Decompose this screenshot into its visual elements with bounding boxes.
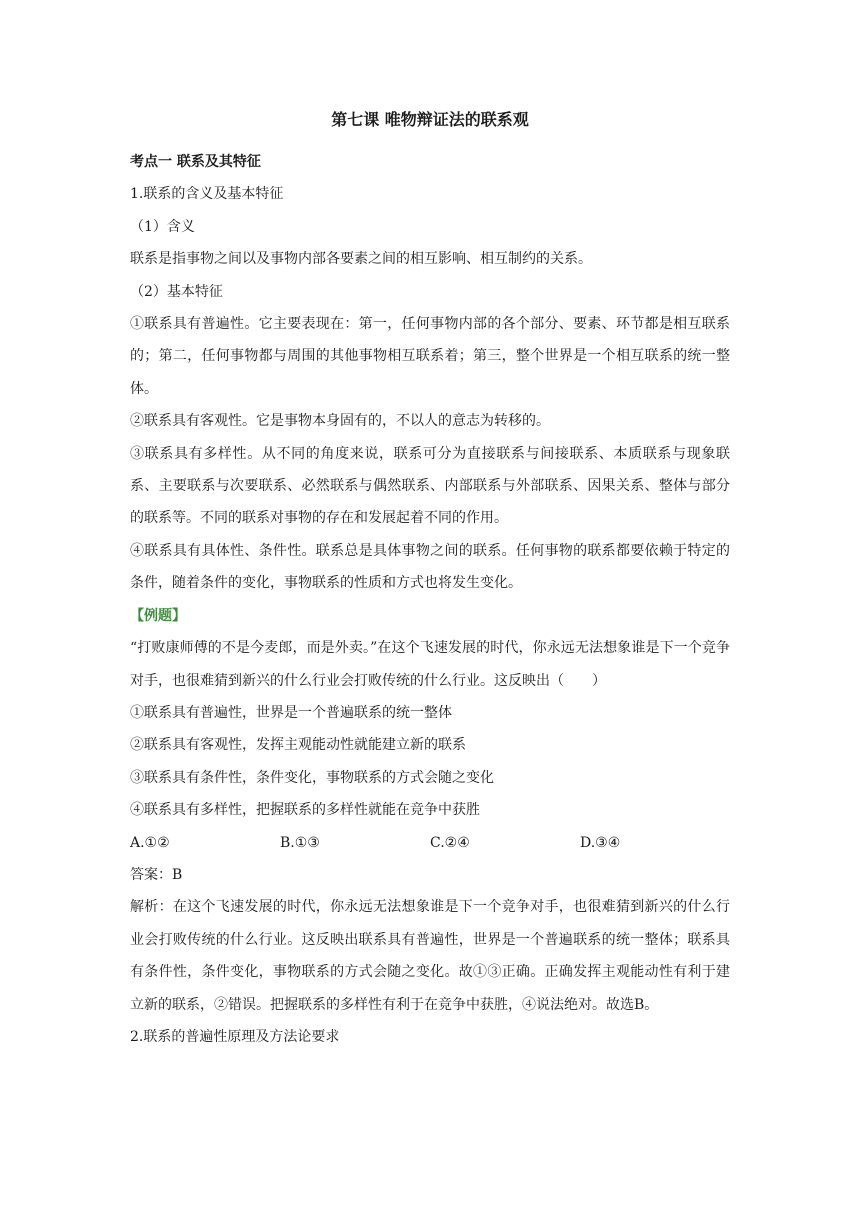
feature-universality: ①联系具有普遍性。它主要表现在：第一，任何事物内部的各个部分、要素、环节都是相互联系的；第二，任何事物都与周围的其他事物相互联系着；第三，整个世界是一个相互联系的统一整体。 <box>130 316 730 397</box>
definition-text: 联系是指事物之间以及事物内部各要素之间的相互影响、相互制约的关系。 <box>130 251 592 268</box>
statement-3: ③联系具有条件性，条件变化，事物联系的方式会随之变化 <box>130 769 494 786</box>
analysis-text: 解析：在这个飞速发展的时代，你永远无法想象谁是下一个竞争对手，也很难猜到新兴的什么行业会打败传统的什么行业。这反映出联系具有普遍性，世界是一个普遍联系的统一整体；联系具有条件性，条件变化，事物联系的方式会随之变化。故①③正确。正确发挥主观能动性有利于建立新的联系，②错误。把握联系的多样性有利于在竞争中获胜，④说法绝对。故选B。 <box>130 899 730 1013</box>
option-b: B.①③ <box>280 834 320 851</box>
answer-text: 答案：B <box>130 866 183 883</box>
example-label: 【例题】 <box>130 607 186 624</box>
page-title: 第七课 唯物辩证法的联系观 <box>331 110 529 129</box>
option-d: D.③④ <box>580 834 621 851</box>
example-question: “打败康师傅的不是今麦郎，而是外卖。”在这个飞速发展的时代，你永远无法想象谁是下一个竞争对手，也很难猜到新兴的什么行业会打败传统的什么行业。这反映出（ ） <box>130 640 730 689</box>
option-a: A.①② <box>130 834 170 851</box>
heading-1: 1.联系的含义及基本特征 <box>130 186 284 203</box>
statement-1: ①联系具有普遍性，世界是一个普遍联系的统一整体 <box>130 704 452 721</box>
section-heading: 考点一 联系及其特征 <box>130 154 261 170</box>
subheading-meaning: （1）含义 <box>130 218 195 235</box>
statement-4: ④联系具有多样性，把握联系的多样性就能在竞争中获胜 <box>130 802 480 819</box>
option-c: C.②④ <box>430 834 470 851</box>
feature-diversity: ③联系具有多样性。从不同的角度来说，联系可分为直接联系与间接联系、本质联系与现象联系、主要联系与次要联系、必然联系与偶然联系、内部联系与外部联系、因果关系、整体与部分的联系等。不同的联系对事物的存在和发展起着不同的作用。 <box>130 445 730 527</box>
feature-objectivity: ②联系具有客观性。它是事物本身固有的，不以人的意志为转移的。 <box>130 413 550 430</box>
statement-2: ②联系具有客观性，发挥主观能动性就能建立新的联系 <box>130 737 466 754</box>
feature-conditionality: ④联系具有具体性、条件性。联系总是具体事物之间的联系。任何事物的联系都要依赖于特定的条件，随着条件的变化，事物联系的性质和方式也将发生变化。 <box>130 542 730 592</box>
answer-options <box>130 827 730 859</box>
document-page <box>130 108 730 1053</box>
heading-2: 2.联系的普遍性原理及方法论要求 <box>130 1028 340 1045</box>
subheading-features: （2）基本特征 <box>130 283 223 300</box>
